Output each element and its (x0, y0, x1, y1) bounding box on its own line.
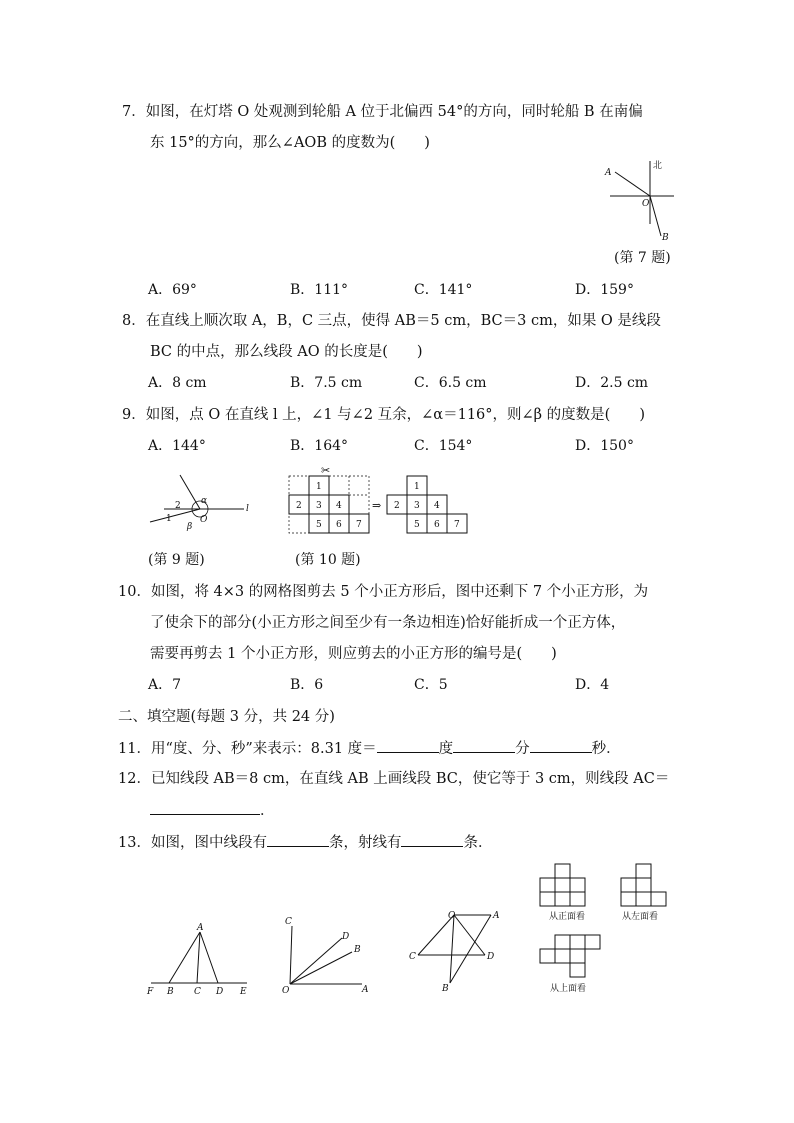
fig13c-label-a: A (493, 911, 500, 921)
q9-o-label: O (200, 515, 208, 525)
section-heading: 二、填空题(每题 3 分，共 24 分) (118, 709, 335, 725)
fig13b-label-c: C (285, 917, 292, 927)
fig13c-label-o: O (448, 911, 456, 921)
fig13c-label-b: B (442, 984, 449, 994)
q13-blank-rays[interactable] (401, 832, 463, 847)
q10-result-cell-2: 2 (394, 501, 400, 511)
q7-label-a: A (605, 168, 612, 178)
q8-option-a[interactable]: A．8 cm (148, 375, 207, 391)
left-view-label: 从左面看 (622, 912, 659, 922)
q7-option-a[interactable]: A．69° (148, 282, 197, 298)
q13-figure-quad (406, 905, 510, 995)
q13-prefix: 13．如图，图中线段有 (118, 835, 267, 851)
q7-label-o: O (642, 199, 650, 209)
fig13a-label-e: E (240, 987, 247, 997)
q13-line (118, 832, 492, 853)
q10-option-a[interactable]: A．7 (148, 677, 182, 693)
q10-grid-figure (286, 464, 472, 536)
scissors-icon: ✂ (321, 464, 331, 477)
q10-result-cell-4: 4 (434, 501, 440, 511)
q11-unit-second: 秒． (591, 741, 621, 757)
q7-line1: 7．如图，在灯塔 O 处观测到轮船 A 位于北偏西 54°的方向，同时轮船 B 在南偏 (122, 104, 643, 120)
q11-blank-seconds[interactable] (530, 738, 592, 753)
q10-arrow-icon: ⇒ (372, 499, 382, 512)
q13-end: 条． (463, 835, 493, 851)
q11-line (118, 738, 621, 759)
top-view-label: 从上面看 (550, 984, 587, 994)
q13-blank-segments[interactable] (267, 832, 329, 847)
q8-line1: 8．在直线上顺次取 A，B，C 三点，使得 AB＝5 cm，BC＝3 cm，如果 O 是线段 (122, 313, 661, 329)
q8-option-c[interactable]: C．6.5 cm (414, 375, 487, 391)
q7-label-b: B (662, 233, 669, 243)
q9-option-a[interactable]: A．144° (148, 438, 206, 454)
q7-caption: (第 7 题) (614, 250, 671, 266)
q12-end: ． (260, 803, 275, 819)
q11-unit-degree: 度 (438, 741, 454, 757)
q9-option-d[interactable]: D．150° (575, 438, 634, 454)
fig13b-label-d: D (342, 932, 350, 942)
q10-cell-5: 5 (316, 520, 322, 530)
q7-option-c[interactable]: C．141° (414, 282, 473, 298)
q11-unit-minute: 分 (515, 741, 530, 757)
fig13c-label-c: C (409, 952, 416, 962)
q10-line1: 10．如图，将 4×3 的网格图剪去 5 个小正方形后，图中还剩下 7 个小正方形，为 (118, 584, 649, 600)
q8-line2: BC 的中点，那么线段 AO 的长度是( ) (150, 344, 423, 360)
q9-angle-figure (144, 470, 256, 530)
q9-beta-label: β (187, 522, 193, 532)
q10-result-cell-3: 3 (414, 501, 420, 511)
q12-blank[interactable] (150, 800, 260, 815)
fig13c-label-d: D (487, 952, 495, 962)
q10-result-cell-1: 1 (414, 482, 420, 492)
three-views-figure (536, 858, 676, 998)
q12-line2 (150, 800, 275, 821)
q11-blank-minutes[interactable] (453, 738, 515, 753)
front-view-label: 从正面看 (549, 912, 586, 922)
q9-angle-1-label: 1 (166, 514, 172, 524)
q7-north-label: 北 (653, 161, 663, 171)
q9-alpha-label: α (201, 496, 208, 506)
q9-line-l-label: l (246, 504, 249, 514)
fig13a-label-c: C (194, 987, 201, 997)
q10-option-b[interactable]: B．6 (290, 677, 324, 693)
q9-line1: 9．如图，点 O 在直线 l 上，∠1 与∠2 互余，∠α＝116°，则∠β 的度数是( ) (122, 407, 645, 423)
q13-figure-rays (278, 912, 378, 998)
q9-angle-2-label: 2 (175, 501, 181, 511)
q7-option-d[interactable]: D．159° (575, 282, 634, 298)
q9-option-c[interactable]: C．154° (414, 438, 473, 454)
fig13a-label-b: B (167, 987, 174, 997)
q7-option-b[interactable]: B．111° (290, 282, 349, 298)
q11-prefix: 11．用“度、分、秒”来表示：8.31 度＝ (118, 741, 377, 757)
q8-option-b[interactable]: B．7.5 cm (290, 375, 363, 391)
q10-option-d[interactable]: D．4 (575, 677, 610, 693)
q10-cell-6: 6 (336, 520, 342, 530)
q8-option-d[interactable]: D．2.5 cm (575, 375, 649, 391)
q10-result-cell-5: 5 (414, 520, 420, 530)
q10-line3: 需要再剪去 1 个小正方形，则应剪去的小正方形的编号是( ) (150, 646, 557, 662)
q10-cell-7: 7 (356, 520, 362, 530)
q10-cell-1: 1 (316, 482, 322, 492)
q10-result-cell-7: 7 (454, 520, 460, 530)
q7-compass-figure (600, 158, 680, 244)
fig13a-label-a: A (197, 923, 204, 933)
q13-mid: 条，射线有 (328, 835, 402, 851)
q10-line2: 了使余下的部分(小正方形之间至少有一条边相连)恰好能折成一个正方体， (150, 615, 626, 631)
q9-option-b[interactable]: B．164° (290, 438, 349, 454)
q10-cell-4: 4 (336, 501, 342, 511)
fig13b-label-o: O (282, 986, 290, 996)
q10-result-cell-6: 6 (434, 520, 440, 530)
q10-caption: (第 10 题) (295, 552, 361, 568)
q11-blank-degrees[interactable] (377, 738, 439, 753)
q9-caption: (第 9 题) (148, 552, 205, 568)
fig13a-label-f: F (147, 987, 154, 997)
q7-line2: 东 15°的方向，那么∠AOB 的度数为( ) (150, 135, 430, 151)
fig13b-label-b: B (354, 945, 361, 955)
q13-figure-triangle (143, 920, 255, 998)
q10-cell-2: 2 (296, 501, 302, 511)
q12-line1: 12．已知线段 AB＝8 cm，在直线 AB 上画线段 BC，使它等于 3 cm，则线段 AC＝ (118, 771, 670, 787)
fig13b-label-a: A (362, 985, 369, 995)
q10-option-c[interactable]: C．5 (414, 677, 448, 693)
fig13a-label-d: D (216, 987, 224, 997)
q10-cell-3: 3 (316, 501, 322, 511)
